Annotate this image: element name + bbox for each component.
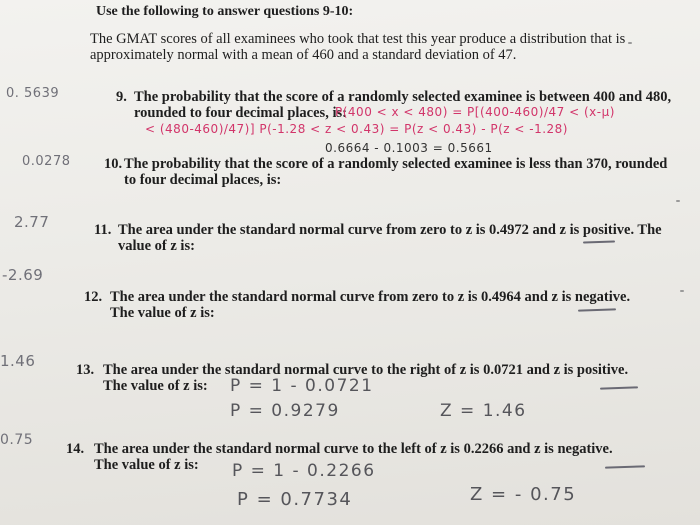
q11-text-line-2: value of z is: — [118, 238, 195, 254]
q11-underline — [583, 240, 615, 243]
q11-number: 11. — [94, 222, 112, 238]
stray-mark — [680, 290, 684, 292]
q14-underline — [605, 465, 645, 468]
q9-number: 9. — [116, 89, 127, 105]
q13-text-line-1: The area under the standard normal curve to the right of z is 0.0721 and z is positive. — [103, 362, 629, 378]
q13-work-line-2: P = 0.9279 — [230, 401, 340, 421]
q13-score: 1.46 — [0, 352, 36, 370]
q12-number: 12. — [84, 289, 103, 305]
q14-work-line-1: P = 1 - 0.2266 — [232, 461, 376, 481]
instructions-header: Use the following to answer questions 9-10: — [96, 4, 354, 19]
q13-text-line-2: The value of z is: — [103, 378, 208, 394]
q11-score: 2.77 — [14, 213, 50, 231]
q11-text-line-1: The area under the standard normal curve from zero to z is 0.4972 and z is positive. The — [118, 222, 662, 238]
stray-mark — [628, 42, 632, 44]
q14-number: 14. — [66, 441, 85, 457]
q10-number: 10. — [104, 156, 123, 172]
q9-text-line-2: rounded to four decimal places, is: — [134, 105, 347, 121]
intro-line-2: approximately normal with a mean of 460 and a standard deviation of 47. — [90, 47, 517, 63]
q13-underline — [600, 386, 638, 389]
q14-work-line-2: P = 0.7734 — [237, 489, 353, 510]
stray-mark — [676, 200, 680, 202]
q14-work-line-3: Z = - 0.75 — [470, 484, 577, 505]
q13-work-line-1: P = 1 - 0.0721 — [230, 376, 374, 396]
q14-score: 0.75 — [0, 432, 34, 448]
q14-text-line-1: The area under the standard normal curve to the left of z is 0.2266 and z is negative. — [94, 441, 613, 457]
q12-underline — [578, 308, 616, 311]
q12-score: -2.69 — [2, 266, 44, 284]
q9-score: 0. 5639 — [6, 86, 60, 101]
q9-work-line-1: P(400 < x < 480) = P[(400-460)/47 < (x-μ) — [335, 105, 615, 119]
q14-text-line-2: The value of z is: — [94, 457, 199, 473]
q10-text-line-2: to four decimal places, is: — [124, 172, 282, 188]
q13-work-line-3: Z = 1.46 — [440, 401, 527, 421]
q9-text-line-1: The probability that the score of a randomly selected examinee is between 400 and 480, — [134, 89, 672, 105]
q12-text-line-2: The value of z is: — [110, 305, 215, 321]
q9-work-line-2: < (480-460)/47)] P(-1.28 < z < 0.43) = P(z < 0.43) - P(z < -1.28) — [145, 122, 568, 136]
q12-text-line-1: The area under the standard normal curve from zero to z is 0.4964 and z is negative. — [110, 289, 631, 305]
q9-work-line-3: 0.6664 - 0.1003 = 0.5661 — [325, 141, 493, 155]
q10-text-line-1: The probability that the score of a randomly selected examinee is less than 370, rounded — [124, 156, 668, 172]
q13-number: 13. — [76, 362, 95, 378]
q10-score: 0.0278 — [22, 154, 71, 169]
intro-line-1: The GMAT scores of all examinees who took that test this year produce a distribution that is — [90, 31, 626, 47]
